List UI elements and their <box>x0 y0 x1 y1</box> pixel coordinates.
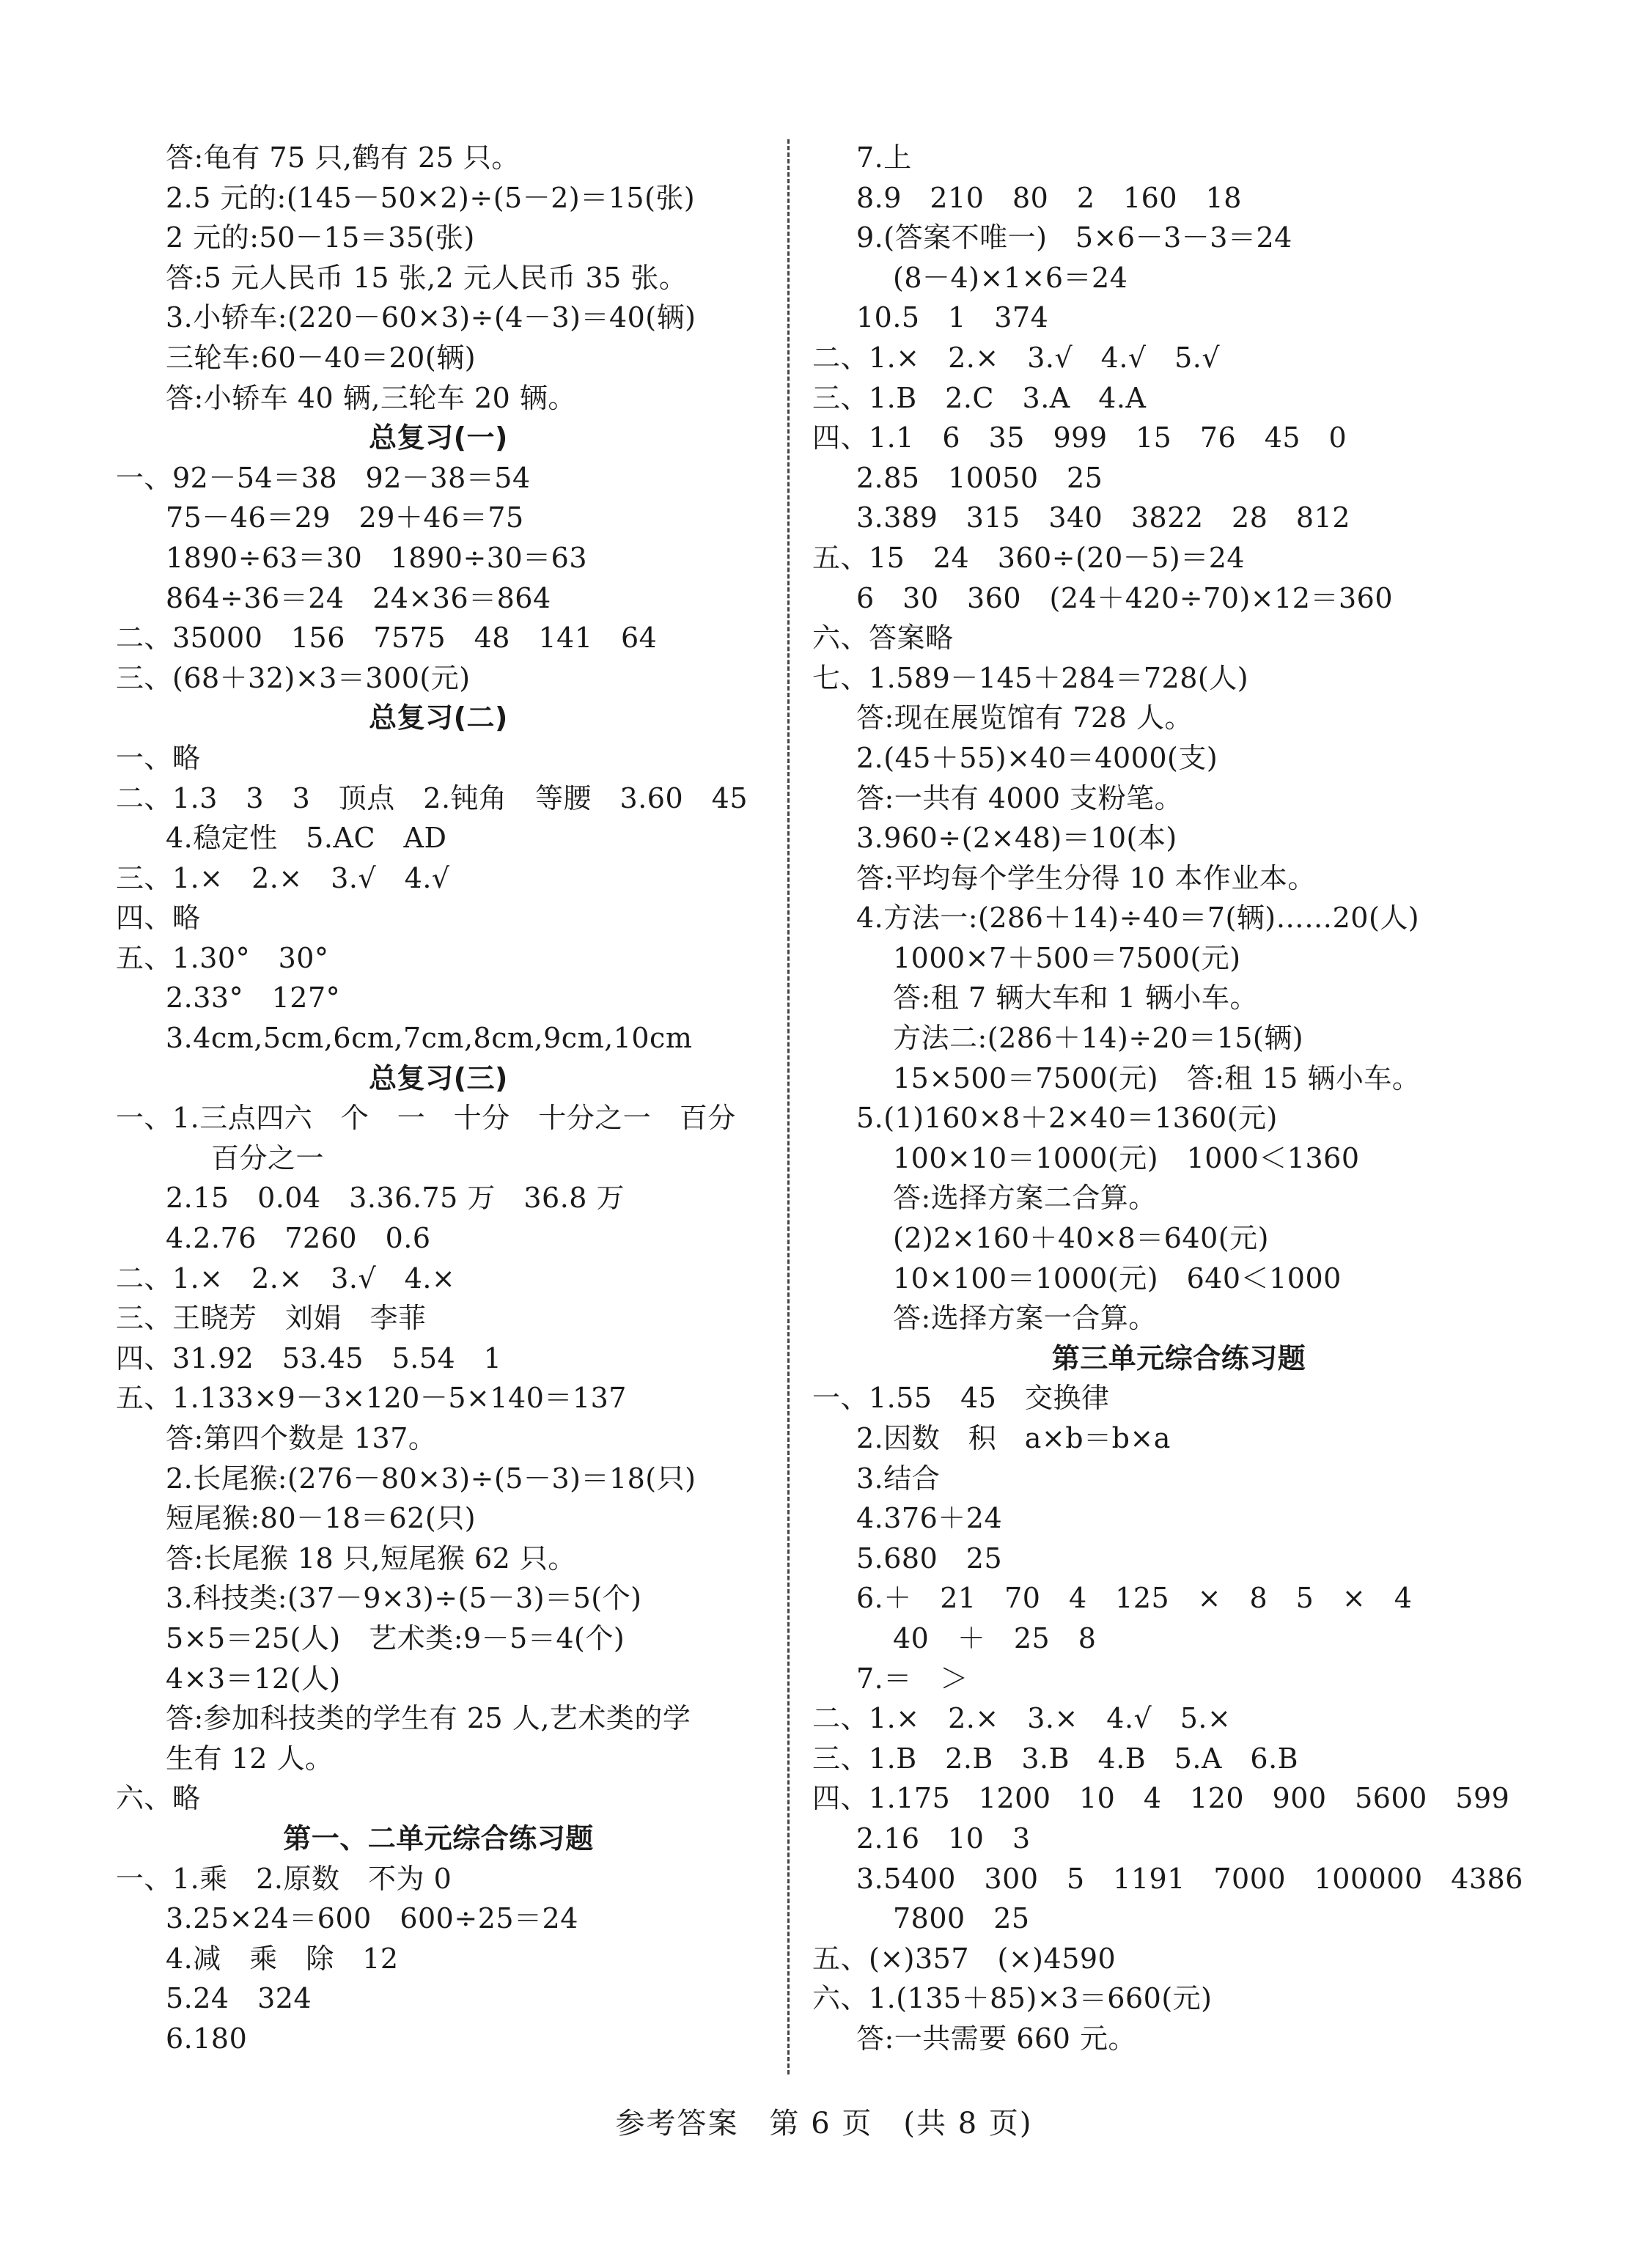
section-heading: 第三单元综合练习题 <box>1051 1341 1306 1374</box>
answer-line: 答:平均每个学生分得 10 本作业本。 <box>856 861 1316 894</box>
answer-line: 五、(×)357 (×)4590 <box>812 1942 1117 1975</box>
answer-line: 75－46＝29 29＋46＝75 <box>166 501 524 534</box>
answer-line: 864÷36＝24 24×36＝864 <box>166 581 551 614</box>
answer-line: 一、1.乘 2.原数 不为 0 <box>116 1862 452 1895</box>
answer-line: 6.180 <box>166 2022 248 2055</box>
answer-line: 六、1.(135＋85)×3＝660(元) <box>812 1982 1213 2015</box>
answer-line: 2.(45＋55)×40＝4000(支) <box>856 741 1218 774</box>
page-footer: 参考答案 第 6 页 (共 8 页) <box>615 2107 1033 2140</box>
answer-line: 40 ＋ 25 8 <box>893 1621 1097 1654</box>
answer-line: 答:5 元人民币 15 张,2 元人民币 35 张。 <box>166 261 688 294</box>
answer-line: 一、1.55 45 交换律 <box>812 1382 1110 1415</box>
answer-line: 5.24 324 <box>166 1982 312 2015</box>
answer-line: 3.389 315 340 3822 28 812 <box>856 501 1350 534</box>
answer-line: 2.长尾猴:(276－80×3)÷(5－3)＝18(只) <box>166 1462 696 1495</box>
answer-line: 15×500＝7500(元) 答:租 15 辆小车。 <box>893 1061 1421 1094</box>
answer-line: 4.2.76 7260 0.6 <box>166 1222 431 1255</box>
column-divider <box>787 139 790 2074</box>
answer-line: 2 元的:50－15＝35(张) <box>166 221 475 254</box>
answer-line: 3.结合 <box>856 1462 941 1495</box>
answer-line: 五、1.30° 30° <box>116 941 329 974</box>
answer-line: 4.减 乘 除 12 <box>166 1942 399 1975</box>
answer-line: 答:现在展览馆有 728 人。 <box>856 702 1193 734</box>
answer-line: 3.5400 300 5 1191 7000 100000 4386 <box>856 1862 1523 1895</box>
answer-line: 百分之一 <box>211 1141 325 1174</box>
answer-line: 3.25×24＝600 600÷25＝24 <box>166 1902 578 1935</box>
answer-line: 四、略 <box>116 902 201 935</box>
answer-line: 二、1.× 2.× 3.× 4.√ 5.× <box>812 1702 1232 1735</box>
answer-line: 三、1.× 2.× 3.√ 4.√ <box>116 861 450 894</box>
answer-line: 一、略 <box>116 741 201 774</box>
answer-line: 1890÷63＝30 1890÷30＝63 <box>166 541 588 574</box>
answer-line: 4.方法一:(286＋14)÷40＝7(辆)……20(人) <box>856 902 1420 935</box>
answer-line: 6.＋ 21 70 4 125 × 8 5 × 4 <box>856 1582 1413 1615</box>
answer-line: 2.33° 127° <box>166 982 341 1015</box>
answer-line: 二、1.3 3 3 顶点 2.钝角 等腰 3.60 45 <box>116 781 748 814</box>
answer-line: 5×5＝25(人) 艺术类:9－5＝4(个) <box>166 1621 625 1654</box>
answer-line: 2.16 10 3 <box>856 1822 1031 1855</box>
answer-line: 四、31.92 53.45 5.54 1 <box>116 1341 502 1374</box>
answer-line: 答:一共有 4000 支粉笔。 <box>856 781 1183 814</box>
answer-line: 答:第四个数是 137。 <box>166 1422 437 1454</box>
answer-line: 1000×7＋500＝7500(元) <box>893 941 1241 974</box>
answer-line: 二、1.× 2.× 3.√ 4.√ 5.√ <box>812 341 1221 374</box>
answer-line: 一、1.三点四六 个 一 十分 十分之一 百分 <box>116 1102 736 1135</box>
answer-line: 9.(答案不唯一) 5×6－3－3＝24 <box>856 221 1292 254</box>
answer-line: 三、1.B 2.B 3.B 4.B 5.A 6.B <box>812 1742 1299 1775</box>
answer-line: 4.稳定性 5.AC AD <box>166 822 447 855</box>
answer-line: 2.因数 积 a×b＝b×a <box>856 1422 1171 1454</box>
answer-line: 五、15 24 360÷(20－5)＝24 <box>812 541 1246 574</box>
answer-line: 3.小轿车:(220－60×3)÷(4－3)＝40(辆) <box>166 301 696 334</box>
section-heading: 总复习(三) <box>369 1061 508 1094</box>
answer-line: 答:选择方案二合算。 <box>893 1182 1157 1215</box>
answer-line: 三、(68＋32)×3＝300(元) <box>116 661 471 694</box>
answer-line: 2.15 0.04 3.36.75 万 36.8 万 <box>166 1182 625 1215</box>
answer-line: 答:租 7 辆大车和 1 辆小车。 <box>893 982 1258 1015</box>
section-heading: 第一、二单元综合练习题 <box>283 1822 594 1855</box>
answer-line: 短尾猴:80－18＝62(只) <box>166 1502 477 1535</box>
answer-line: 六、答案略 <box>812 622 954 655</box>
answer-line: (2)2×160＋40×8＝640(元) <box>893 1222 1269 1255</box>
answer-line: (8－4)×1×6＝24 <box>893 261 1128 294</box>
answer-line: 答:小轿车 40 辆,三轮车 20 辆。 <box>166 381 576 414</box>
answer-line: 四、1.175 1200 10 4 120 900 5600 599 <box>812 1782 1510 1815</box>
answer-line: 答:参加科技类的学生有 25 人,艺术类的学 <box>166 1702 691 1735</box>
answer-line: 6 30 360 (24＋420÷70)×12＝360 <box>856 581 1394 614</box>
answer-line: 7.上 <box>856 141 912 174</box>
answer-line: 生有 12 人。 <box>166 1742 334 1775</box>
section-heading: 总复习(二) <box>369 702 508 734</box>
answer-line: 10.5 1 374 <box>856 301 1049 334</box>
answer-line: 2.5 元的:(145－50×2)÷(5－2)＝15(张) <box>166 181 696 214</box>
answer-line: 3.4cm,5cm,6cm,7cm,8cm,9cm,10cm <box>166 1022 693 1055</box>
answer-line: 答:选择方案一合算。 <box>893 1302 1157 1335</box>
answer-line: 答:龟有 75 只,鹤有 25 只。 <box>166 141 520 174</box>
answer-line: 10×100＝1000(元) 640＜1000 <box>893 1262 1342 1295</box>
answer-line: 三轮车:60－40＝20(辆) <box>166 341 477 374</box>
answer-line: 8.9 210 80 2 160 18 <box>856 181 1242 214</box>
answer-line: 5.680 25 <box>856 1542 1003 1575</box>
answer-line: 三、王晓芳 刘娟 李菲 <box>116 1302 427 1335</box>
answer-line: 答:一共需要 660 元。 <box>856 2022 1136 2055</box>
answer-line: 二、35000 156 7575 48 141 64 <box>116 622 658 655</box>
answer-line: 七、1.589－145＋284＝728(人) <box>812 661 1249 694</box>
answer-line: 7800 25 <box>893 1902 1030 1935</box>
answer-line: 5.(1)160×8＋2×40＝1360(元) <box>856 1102 1278 1135</box>
answer-line: 100×10＝1000(元) 1000＜1360 <box>893 1141 1360 1174</box>
right-column <box>812 138 1545 2059</box>
answer-line: 方法二:(286＋14)÷20＝15(辆) <box>893 1022 1304 1055</box>
answer-line: 2.85 10050 25 <box>856 461 1103 494</box>
answer-line: 7.＝ ＞ <box>856 1662 968 1695</box>
section-heading: 总复习(一) <box>369 421 508 454</box>
answer-line: 4×3＝12(人) <box>166 1662 341 1695</box>
answer-line: 六、略 <box>116 1782 201 1815</box>
answer-line: 五、1.133×9－3×120－5×140＝137 <box>116 1382 627 1415</box>
answer-line: 4.376＋24 <box>856 1502 1003 1535</box>
answer-line: 答:长尾猴 18 只,短尾猴 62 只。 <box>166 1542 576 1575</box>
answer-line: 3.科技类:(37－9×3)÷(5－3)＝5(个) <box>166 1582 642 1615</box>
answer-line: 二、1.× 2.× 3.√ 4.× <box>116 1262 456 1295</box>
answer-line: 3.960÷(2×48)＝10(本) <box>856 822 1177 855</box>
answer-line: 三、1.B 2.C 3.A 4.A <box>812 381 1147 414</box>
left-column <box>116 138 761 2059</box>
answer-line: 四、1.1 6 35 999 15 76 45 0 <box>812 421 1347 454</box>
answer-line: 一、92－54＝38 92－38＝54 <box>116 461 531 494</box>
